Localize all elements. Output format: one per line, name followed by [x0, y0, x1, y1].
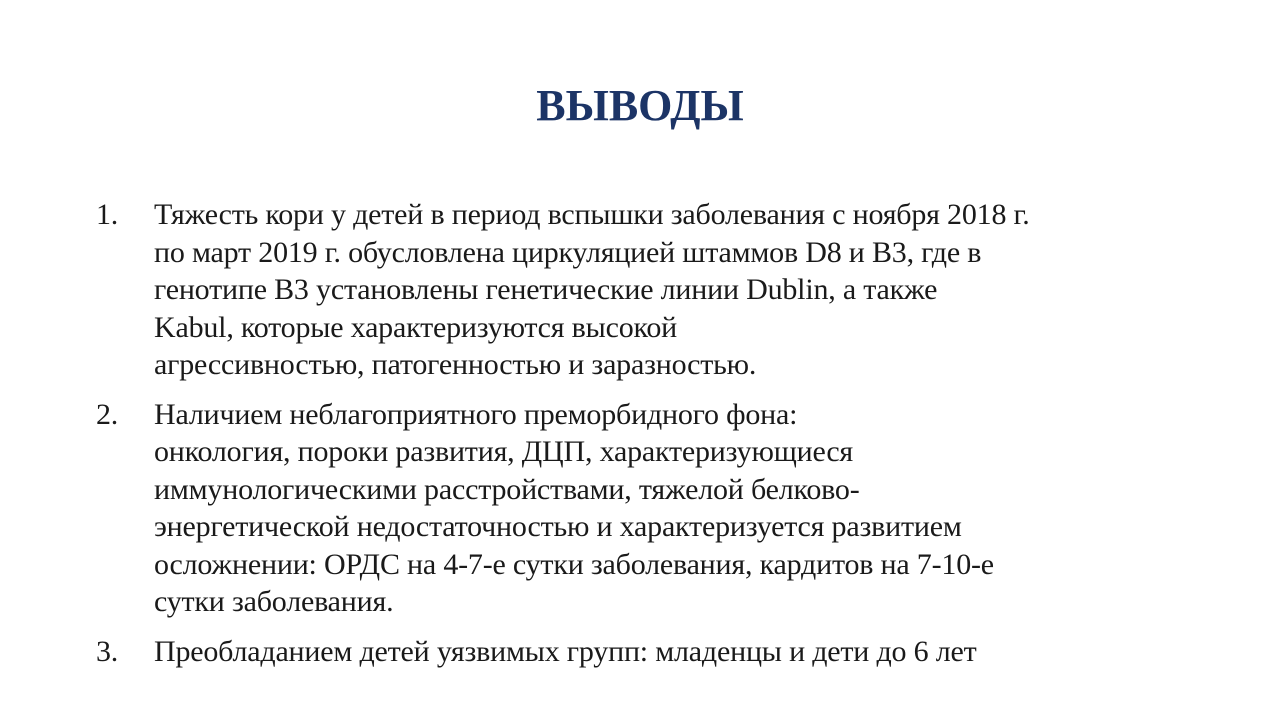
item-text-line: Преобладанием детей уязвимых групп: младенцы и дети до 6 лет — [154, 634, 977, 668]
item-text-line: Тяжесть кори у детей в период вспышки заболевания с ноября 2018 г. — [154, 198, 1030, 231]
conclusion-item-3 — [96, 633, 1216, 671]
item-text-line: генотипе В3 установлены генетические линии Dublin, а также — [154, 273, 938, 306]
conclusion-item-1 — [96, 196, 1216, 384]
item-text-line: по март 2019 г. обусловлена циркуляцией штаммов D8 и В3, где в — [154, 235, 982, 269]
item-text-line: энергетической недостаточностью и характеризуется развитием — [154, 510, 962, 543]
item-number: 3. — [96, 634, 119, 668]
item-text-line: сутки заболевания. — [154, 585, 394, 618]
item-text-line: иммунологическими расстройствами, тяжелой белково- — [154, 472, 860, 506]
item-number: 2. — [96, 397, 119, 431]
conclusion-item-2 — [96, 396, 1216, 621]
item-text-line: онкология, пороки развития, ДЦП, характеризующиеся — [154, 435, 854, 468]
slide-title: ВЫВОДЫ — [536, 81, 744, 130]
item-text-line: Kabul, которые характеризуются высокой — [154, 310, 678, 344]
item-text-line: Наличием неблагоприятного преморбидного фона: — [154, 397, 798, 431]
item-text-line: осложнении: ОРДС на 4-7-е сутки заболевания, кардитов на 7-10-е — [154, 547, 994, 581]
item-number: 1. — [96, 198, 119, 231]
item-text-line: агрессивностью, патогенностью и заразностью. — [154, 348, 757, 381]
conclusions-list — [96, 196, 1216, 670]
